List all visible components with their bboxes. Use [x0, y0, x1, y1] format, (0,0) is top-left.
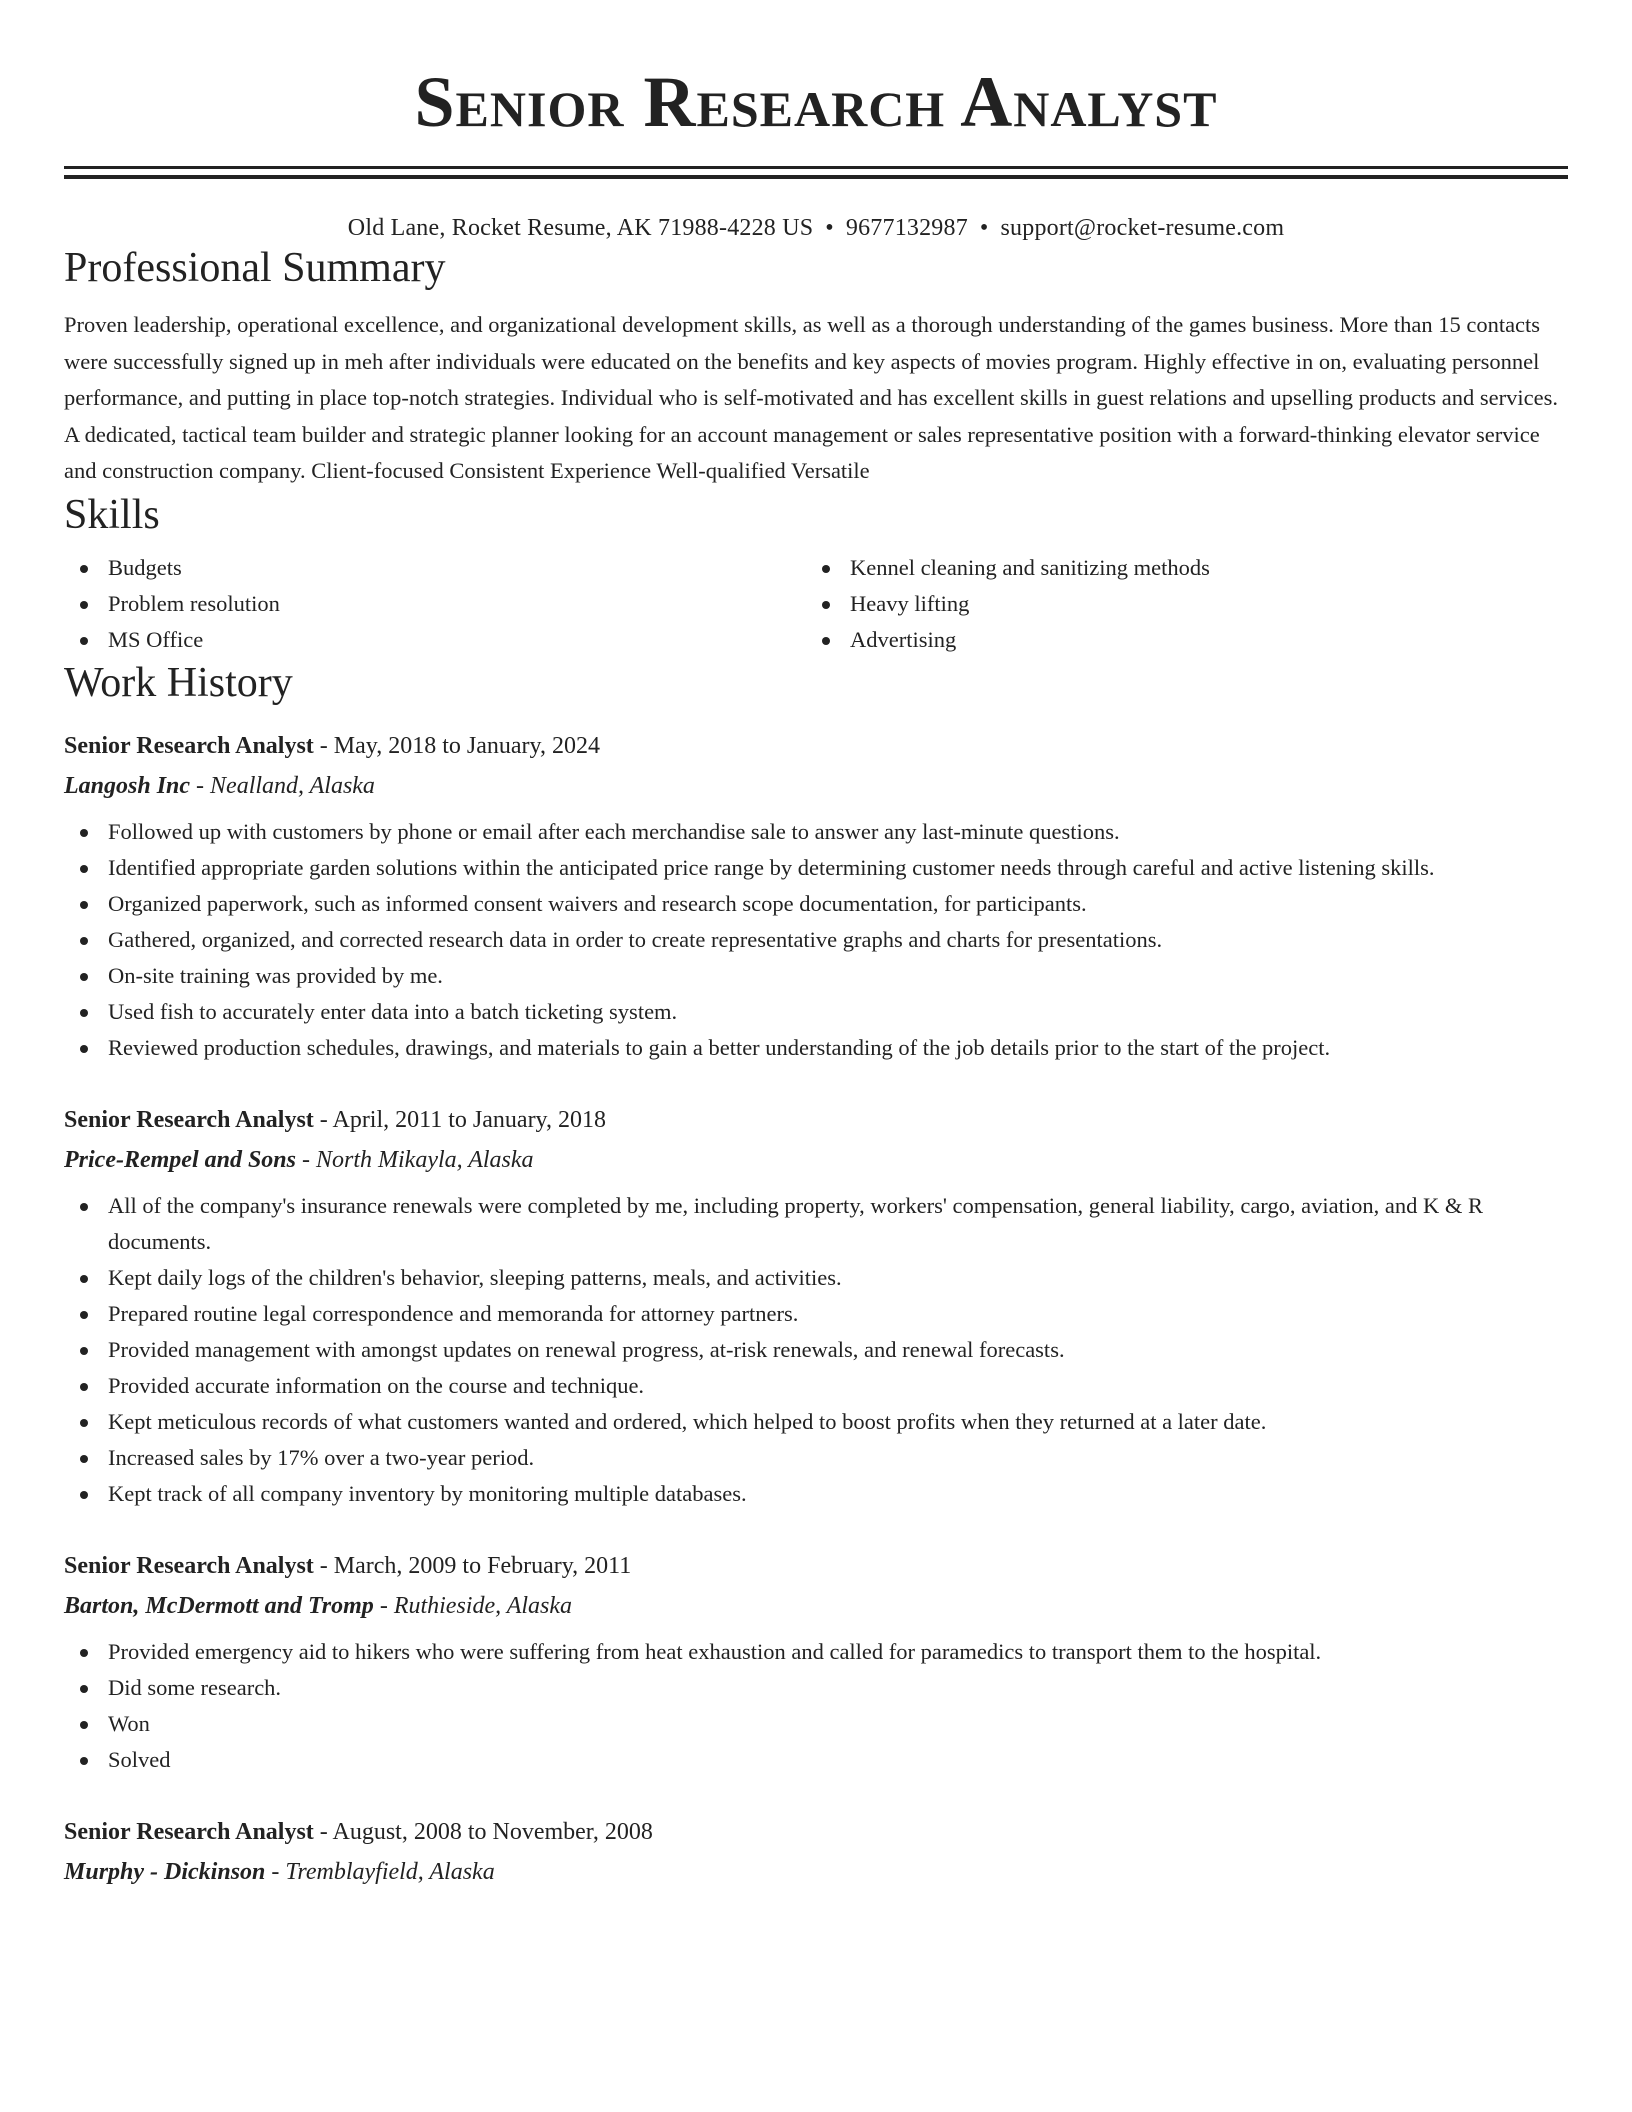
- job-dash: -: [319, 1552, 328, 1579]
- job-dates: May, 2018 to January, 2024: [333, 732, 600, 759]
- job-dates: March, 2009 to February, 2011: [333, 1552, 632, 1579]
- job-bullet: Did some research.: [64, 1670, 1568, 1706]
- job-bullet: Provided management with amongst updates on renewal progress, at-risk renewals, and renewal forecasts.: [64, 1332, 1568, 1368]
- job-dash: -: [319, 1818, 328, 1845]
- job-company-line: [64, 1144, 1568, 1176]
- job-dates: August, 2008 to November, 2008: [332, 1818, 653, 1845]
- contact-address: Old Lane, Rocket Resume, AK 71988-4228 US: [347, 215, 814, 241]
- job-bullet: Gathered, organized, and corrected research data in order to create representative graphs and charts for presentations.: [64, 922, 1568, 958]
- job-bullet: Prepared routine legal correspondence and memoranda for attorney partners.: [64, 1296, 1568, 1332]
- skill-item: Budgets: [64, 550, 806, 586]
- job-company-line: [64, 1590, 1568, 1622]
- job-bullet: Followed up with customers by phone or email after each merchandise sale to answer any last-minute questions.: [64, 814, 1568, 850]
- job-location: North Mikayla, Alaska: [316, 1146, 534, 1173]
- job-entry: [64, 730, 1568, 1066]
- job-header: [64, 730, 1568, 762]
- contact-phone: 9677132987: [845, 215, 968, 241]
- work-history-heading: Work History: [64, 659, 293, 706]
- job-dash: -: [271, 1858, 280, 1885]
- job-bullet: Increased sales by 17% over a two-year period.: [64, 1440, 1568, 1476]
- job-bullet: Organized paperwork, such as informed consent waivers and research scope documentation, for participants.: [64, 886, 1568, 922]
- job-location: Tremblayfield, Alaska: [285, 1858, 495, 1885]
- skills-list: [64, 550, 1568, 658]
- job-title: Senior Research Analyst: [64, 1106, 314, 1133]
- job-bullet: On-site training was provided by me.: [64, 958, 1568, 994]
- job-bullet: Reviewed production schedules, drawings, and materials to gain a better understanding of the job details prior to the start of the project.: [64, 1030, 1568, 1066]
- job-header: [64, 1550, 1568, 1582]
- skill-item: Problem resolution: [64, 586, 806, 622]
- job-title: Senior Research Analyst: [64, 732, 314, 759]
- job-entry: [64, 1816, 1568, 1888]
- job-company: Barton, McDermott and Tromp: [64, 1592, 374, 1619]
- job-bullet: All of the company's insurance renewals were completed by me, including property, workers' compensation, general liability, cargo, aviation, and K & R documents.: [64, 1188, 1568, 1260]
- job-location: Ruthieside, Alaska: [393, 1592, 573, 1619]
- job-bullet: Solved: [64, 1742, 1568, 1778]
- job-bullet: Provided emergency aid to hikers who were suffering from heat exhaustion and called for paramedics to transport them to the hospital.: [64, 1634, 1568, 1670]
- job-entry: [64, 1550, 1568, 1778]
- contact-separator: •: [979, 215, 989, 241]
- job-bullet: Used fish to accurately enter data into a batch ticketing system.: [64, 994, 1568, 1030]
- skill-item: Kennel cleaning and sanitizing methods: [806, 550, 1548, 586]
- job-bullet: Kept meticulous records of what customers wanted and ordered, which helped to boost profits when they returned at a later date.: [64, 1404, 1568, 1440]
- resume-title: Senior Research Analyst: [414, 62, 1218, 142]
- job-dash: -: [379, 1592, 388, 1619]
- contact-separator: •: [825, 215, 834, 241]
- job-location: Nealland, Alaska: [210, 772, 375, 799]
- job-dash: -: [319, 732, 328, 759]
- contact-line: [64, 213, 1568, 243]
- job-bullet: Won: [64, 1706, 1568, 1742]
- job-dash: -: [319, 1106, 328, 1133]
- job-title: Senior Research Analyst: [64, 1818, 314, 1845]
- job-bullets: [64, 1188, 1568, 1512]
- header-divider-top: [64, 166, 1568, 169]
- summary-heading: Professional Summary: [64, 245, 446, 291]
- contact-email: support@rocket-resume.com: [1000, 215, 1285, 241]
- job-dates: April, 2011 to January, 2018: [332, 1106, 606, 1133]
- skill-item: Heavy lifting: [806, 586, 1548, 622]
- job-title: Senior Research Analyst: [64, 1552, 314, 1579]
- job-company: Langosh Inc: [64, 772, 191, 799]
- job-dash: -: [302, 1146, 310, 1173]
- job-bullet: Kept track of all company inventory by monitoring multiple databases.: [64, 1476, 1568, 1512]
- skills-heading: Skills: [64, 491, 160, 538]
- skills-column-left: [64, 550, 806, 658]
- job-company: Price-Rempel and Sons: [64, 1146, 296, 1173]
- job-bullet: Identified appropriate garden solutions within the anticipated price range by determining customer needs through careful and active listening skills.: [64, 850, 1568, 886]
- job-bullets: [64, 814, 1568, 1066]
- job-header: [64, 1104, 1568, 1136]
- job-bullet: Provided accurate information on the course and technique.: [64, 1368, 1568, 1404]
- job-company-line: [64, 1856, 1568, 1888]
- summary-text: Proven leadership, operational excellence, and organizational development skills, as well as a thorough understanding of the games business. More than 15 contacts were successfully signed up in meh after individuals were educated on the benefits and key aspects of movies program. Highly effective in on, evaluating personnel performance, and putting in place top-notch strategies. Individual who is self-motivated and has excellent skills in guest relations and upselling products and services. A dedicated, tactical team builder and strategic planner looking for an account management or sales representative position with a forward-thinking elevator service and construction company. Client-focused Consistent Experience Well-qualified Versatile: [64, 312, 1558, 483]
- job-bullet: Kept daily logs of the children's behavior, sleeping patterns, meals, and activities.: [64, 1260, 1568, 1296]
- job-bullets: [64, 1634, 1568, 1778]
- job-company-line: [64, 770, 1568, 802]
- job-dash: -: [196, 772, 205, 799]
- header-divider-bottom: [64, 175, 1568, 179]
- skill-item: MS Office: [64, 622, 806, 658]
- job-header: [64, 1816, 1568, 1848]
- job-company: Murphy - Dickinson: [64, 1858, 266, 1885]
- skill-item: Advertising: [806, 622, 1548, 658]
- skills-column-right: [806, 550, 1548, 658]
- job-entry: [64, 1104, 1568, 1512]
